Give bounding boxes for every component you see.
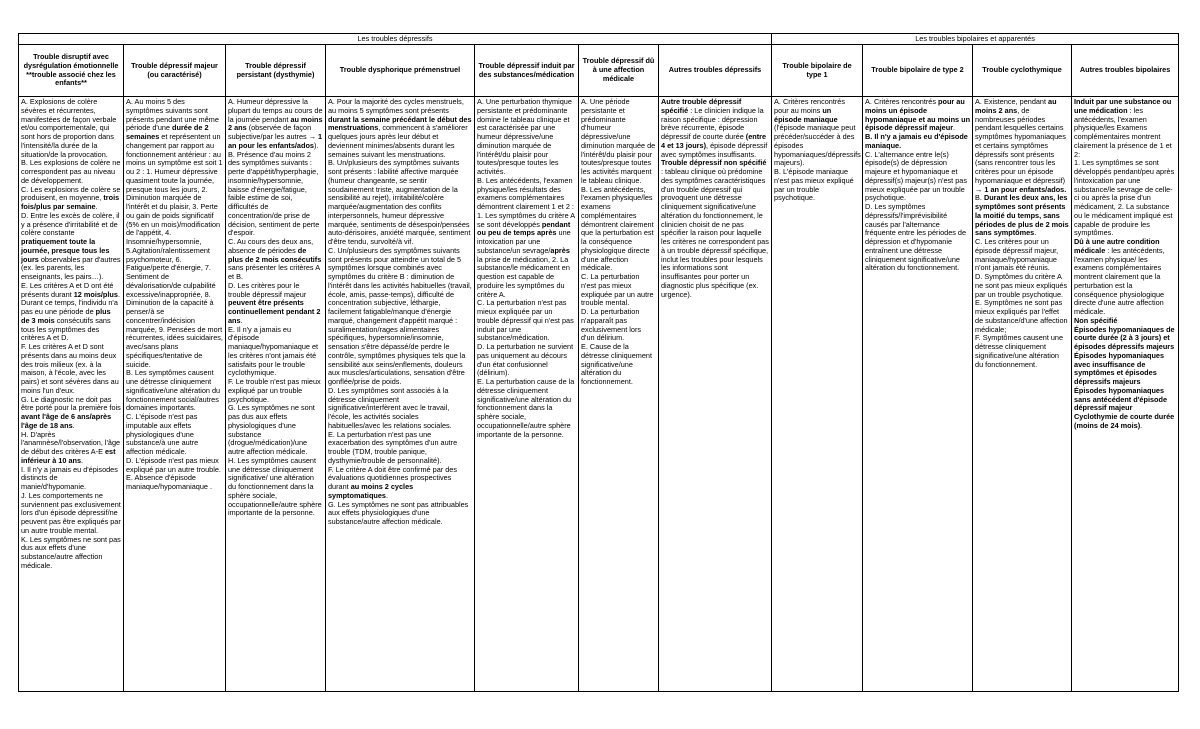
- column-header: Trouble dépressif dû à une affection médicale: [579, 45, 659, 97]
- emphasis-text: plus de 3 mois: [21, 307, 111, 325]
- emphasis-text: → 1 an pour les enfants/ados: [228, 132, 323, 150]
- emphasis-text: Épisodes hypomaniaques de courte durée (2 à 3 jours) et épisodes dépressifs majeurs: [1074, 324, 1175, 351]
- criterion: [975, 334, 1069, 369]
- criterion: [328, 431, 472, 466]
- criterion: [975, 238, 1069, 273]
- text-run: B. Les symptômes causent une détresse cliniquement significative/une altération du fonctionnement social/autres domaines importants.: [126, 368, 221, 413]
- text-run: .: [72, 420, 75, 430]
- criterion: [21, 536, 121, 571]
- criterion: [581, 308, 656, 343]
- criteria-cell: [326, 97, 475, 692]
- text-run: A. Humeur dépressive la plupart du temps au cours de la journée pendant: [228, 97, 323, 124]
- text-run: .: [81, 455, 84, 465]
- criterion: [21, 492, 121, 536]
- criterion: [228, 404, 323, 457]
- text-run: H. Les symptômes causent une détresse cliniquement significative/ une altération du fonctionnement dans la sphère sociale, occupationnelle/autre sphère importante de la personne.: [228, 455, 322, 518]
- column-header: Trouble cyclothymique: [973, 45, 1072, 97]
- column-header: Trouble dépressif majeur (ou caractérisé): [124, 45, 226, 97]
- criteria-cell: [863, 97, 973, 692]
- text-run: C. Les critères pour un épisode dépressif majeur, maniaque/hypomaniaque n'ont jamais été réunis.: [975, 237, 1059, 273]
- criterion: [228, 378, 323, 404]
- text-run: une intoxication par une substance/un sevrage/: [477, 228, 571, 255]
- criterion: [661, 159, 769, 299]
- text-run: C. Un/plusieurs des symptômes suivants sont présents pour atteindre un total de 5 symptômes lorsque combinés avec symptômes du critère B : diminution de l'intérêt dans les activités habituelles (travail, école, amis, passe-temps), difficulté de concentration subjective, léthargie, facilement fatigable/manque d'énergie marqué, changement d'appétit marqué : suralimentation/rages alimentaires spécifiques, hypersomnie/insomnie, sensation s'être dépassé/de perdre le contrôle, symptômes physiques tels que la sensibilité aux seins/enflements, douleurs aux muscles/articulations, sensation d'être gonflée/prise de poids.: [328, 245, 472, 386]
- emphasis-text: Épisodes hypomaniaques sans antécédent d'épisode dépressif majeur: [1074, 385, 1168, 413]
- text-run: .: [95, 202, 98, 211]
- criteria-cell: [124, 97, 226, 692]
- criterion: [1074, 352, 1176, 387]
- group-depressive: Les troubles dépressifs: [19, 34, 772, 45]
- emphasis-text: pour au moins un épisode hypomaniaque et au moins un épisode dépressif majeur: [865, 97, 971, 133]
- disorders-table: [18, 33, 1179, 692]
- text-run: F. Le trouble n'est pas mieux expliqué par un trouble psychotique.: [228, 377, 321, 404]
- criterion: [865, 133, 970, 151]
- criterion: [228, 151, 323, 239]
- text-run: G. Le diagnostic ne doit pas être porté pour la première fois: [21, 394, 121, 413]
- text-run: G. Les symptômes ne sont pas dus aux effets physiologiques d'une substance (drogue/médication)/une autre affection médicale.: [228, 403, 315, 456]
- criterion: [126, 457, 223, 475]
- emphasis-text: au moins 2 ans: [975, 97, 1057, 115]
- emphasis-text: après: [550, 245, 570, 255]
- criterion: [865, 98, 970, 133]
- column-header: Trouble dépressif persistant (dysthymie): [226, 45, 326, 97]
- criterion: [477, 98, 576, 177]
- emphasis-text: Trouble dépressif non spécifié: [661, 158, 767, 168]
- text-run: C. Au cours des deux ans, absence de périodes: [228, 237, 314, 255]
- column-header: Trouble bipolaire de type 1: [772, 45, 863, 97]
- criteria-cell: [475, 97, 579, 692]
- criteria-cell: [1072, 97, 1179, 692]
- emphasis-text: sans périodes de plus de 2 mois sans symptômes: [975, 210, 1069, 238]
- text-run: D. Symptômes du critère A ne sont pas mieux expliqués par un trouble psychotique.: [975, 272, 1068, 299]
- criterion: [328, 159, 472, 247]
- emphasis-text: pendant ou peu de temps après: [477, 219, 571, 238]
- text-run: . Durant ce temps, l'individu n'a pas eu une période de: [21, 289, 120, 316]
- text-run: D. La perturbation ne survient pas uniquement au décours d'un état confusionnel (délirium).: [477, 342, 574, 378]
- emphasis-text: → 1 an pour enfants/ados.: [975, 184, 1067, 194]
- criterion: [21, 212, 121, 282]
- criterion: [865, 203, 970, 273]
- criterion: [126, 369, 223, 413]
- criterion: [581, 98, 656, 186]
- criterion: [865, 151, 970, 204]
- emphasis-text: au moins 2 cycles symptomatiques: [328, 482, 414, 500]
- criteria-cell: [226, 97, 326, 692]
- criterion: [21, 431, 121, 466]
- criterion: [21, 159, 121, 185]
- text-run: D. L'épisode n'est pas mieux expliqué par un autre trouble.: [126, 455, 221, 474]
- criterion: [126, 474, 223, 492]
- criterion: [228, 326, 323, 379]
- text-run: la prise de médication, 2. La substance/le médicament en question est capable de produire les symptômes du critère A.: [477, 254, 570, 299]
- text-run: (l'épisode maniaque peut précéder/succéder à des épisodes hypomaniaques/dépressifs majeurs).: [774, 123, 861, 168]
- emphasis-text: Induit par une substance ou une médication: [1074, 97, 1172, 115]
- text-run: .: [1034, 228, 1037, 238]
- emphasis-text: peuvent être présents continuellement pendant 2 ans: [228, 298, 321, 325]
- text-run: D. Les symptômes sont associés à la détresse cliniquement significative/interfèrent avec le travail, l'école, les activités sociales habituelles/avec les relations sociales.: [328, 385, 452, 430]
- emphasis-text: Non spécifié: [1074, 315, 1118, 325]
- text-run: : les antécédents, l'examen physique/les Examens complémentaires montrent clairement la présence de 1 et 2:: [1074, 105, 1172, 159]
- emphasis-text: Durant les deux ans, les symptômes sont présents la moitié du temps,: [975, 193, 1068, 220]
- criterion: [126, 413, 223, 457]
- text-run: A. Critères rencontrés pour au moins: [774, 97, 845, 115]
- text-run: (observée de façon subjective/par les autres: [228, 123, 312, 141]
- criterion: [975, 98, 1069, 194]
- column-header: Autres troubles dépressifs: [659, 45, 772, 97]
- text-run: A. Existence, pendant: [975, 97, 1049, 106]
- text-run: K. Les symptômes ne sont pas dus aux effets d'une substance/autre affection médicale.: [21, 534, 121, 570]
- text-run: C. La perturbation n'est pas mieux expliquée par un autre trouble mental.: [581, 272, 654, 308]
- text-run: E. Cause de la détresse cliniquement significative/une altération du fonctionnement.: [581, 342, 652, 386]
- text-run: E. Il n'y a jamais eu d'épisode maniaque/hypomaniaque et les critères n'ont jamais été satisfaits pour le trouble cyclothymique.: [228, 324, 319, 378]
- text-run: H. D'après l'anamnèse/l'observation, l'âge de début des critères A-E: [21, 429, 121, 456]
- criteria-cell: [19, 97, 124, 692]
- emphasis-text: trois fois/plus par semaine: [21, 193, 120, 211]
- criterion: [1074, 238, 1176, 317]
- text-run: I. Il n'y a jamais eu d'épisodes distincts de manie/d'hypomanie.: [21, 464, 118, 491]
- emphasis-text: est inférieur à 10 ans: [21, 447, 116, 465]
- text-run: A. Une perturbation thymique persistante et prédominante domine le tableau clinique et est caractérisée par une humeur dépressive/une diminution marquée de l'intérêt/du plaisir pour toutes/presque toutes les activités.: [477, 97, 572, 176]
- text-run: A. Une période persistante et prédominante d'humeur dépressive/une diminution marquée de l'intérêt/du plaisir pour toutes/presque toutes les activités marquent le tableau clinique.: [581, 97, 656, 185]
- criterion: [477, 299, 576, 343]
- text-run: E. Absence d'épisode maniaque/hypomaniaque .: [126, 473, 213, 491]
- emphasis-text: B. Il n'y a jamais eu d'épisode maniaque.: [865, 132, 968, 150]
- criterion: [21, 396, 121, 431]
- text-run: D. La perturbation n'apparaît pas exclusivement lors d'un délirium.: [581, 307, 642, 343]
- criterion: [774, 168, 860, 203]
- criterion: [228, 238, 323, 282]
- emphasis-text: Cyclothymie de courte durée (moins de 24 mois): [1074, 412, 1175, 430]
- text-run: G. Les symptômes ne sont pas attribuables aux effets physiologiques d'une substance/autre affection médicale.: [328, 499, 469, 526]
- criterion: [975, 273, 1069, 299]
- criterion: [228, 282, 323, 326]
- criterion: [21, 466, 121, 492]
- text-run: : tableau clinique où prédomine des symptômes caractéristiques d'un trouble dépressif qui provoquent une détresse cliniquement significative/une altération du fonctionnement, le clinicien choisit de ne pas spécifier la raison pour laquelle les critères ne correspondent pas à un trouble dépressif spécifique, inclut les troubles pour lesquels les informations sont insuffisantes pour porter un diagnostic plus spécifique (ex. urgence).: [661, 167, 769, 299]
- text-run: , commencent à s'améliorer quelques jours après leur début et deviennent minimes/absents durant les semaines suivant les menstruations.: [328, 123, 468, 159]
- text-run: F. Symptômes causent une détresse cliniquement significative/une altération du fonctionnement.: [975, 333, 1064, 369]
- column-header: Autres troubles bipolaires: [1072, 45, 1179, 97]
- criterion: [126, 98, 223, 369]
- text-run: 1. Les symptômes se sont développés pendant/peu après l'intoxication par une substance/le sevrage de celle-ci ou après la prise d'un médicament, 2. La substance ou le médicament impliqué est capable de produire les symptômes.: [1074, 158, 1175, 238]
- criterion: [477, 378, 576, 439]
- criterion: [1074, 387, 1176, 413]
- criterion: [328, 501, 472, 527]
- text-run: E. Les critères A et D ont été présents durant: [21, 280, 114, 299]
- criterion: [1074, 326, 1176, 352]
- criterion: [581, 343, 656, 387]
- text-run: , épisode dépressif avec symptômes insuffisants.: [661, 140, 768, 159]
- criterion: [975, 194, 1069, 238]
- text-run: B. Un/plusieurs des symptômes suivants sont présents : labilité affective marquée (humeur changeante, se sentir soudainement triste, augmentation de la sensibilité au rejet), irritabilité/colère marquée/augmentation des conflits interpersonnels, humeur dépressive marquée, sentiments de désespoir/pensées auto-dérisoires, anxiété marquée, sentiment d'être tendu, survolté/à vif.: [328, 158, 471, 246]
- criterion: [975, 299, 1069, 334]
- column-header: Trouble dysphorique prémenstruel: [326, 45, 475, 97]
- criterion: [328, 247, 472, 387]
- criterion: [328, 387, 472, 431]
- criterion: [477, 343, 576, 378]
- text-run: A. Pour la majorité des cycles menstruels, au moins 5 symptômes sont présents: [328, 97, 464, 115]
- text-run: B.: [975, 193, 984, 203]
- text-run: C. L'alternance entre le(s) épisode(s) de dépression majeure et hypomaniaque et dépressif(s) majeur(s) n'est pas mieux expliquée par un trouble psychotique.: [865, 149, 967, 203]
- text-run: et représentent un changement par rapport au fonctionnement antérieur : au moins un symptôme est soit 1 ou 2 : 1. Humeur dépressive quasiment toute la journée, presque tous les jours, 2. Diminution marquée de l'intérêt et du plaisir, 3. Perte ou gain de poids significatif (5% en un mois)/modification de l'appétit, 4. Insomnie/hypersomnie, 5.Agitation/ralentissement psychomoteur, 6. Fatigue/perte d'énergie, 7. Sentiment de dévalorisation/de culpabilité excessive/inappropriée, 8. Diminution de la capacité à penser/à se concentrer/indécision marquée, 9. Pensées de mort récurrentes, idées suicidaires, avec/sans plans spécifiques/tentative de suicide.: [126, 132, 223, 369]
- text-run: E. La perturbation n'est pas une exacerbation des symptômes d'un autre trouble (TDM, trouble panique, dysthymie/trouble de personnalité).: [328, 429, 458, 465]
- text-run: observables par d'autres (ex. les parents, les enseignants, les pairs…).: [21, 254, 121, 281]
- text-run: .: [953, 123, 956, 133]
- column-header: Trouble dépressif induit par des substances/médication: [475, 45, 579, 97]
- column-header: Trouble disruptif avec dysrégulation émotionnelle **trouble associé chez les enfants**: [19, 45, 124, 97]
- criteria-cell: [659, 97, 772, 692]
- text-run: D. Les symptômes dépressifs/l'imprévisibilité causés par l'alternance fréquente entre les périodes de dépression et d'hypomanie entraînent une détresse cliniquement significative/une altération du fonctionnement.: [865, 202, 967, 273]
- column-header: Trouble bipolaire de type 2: [863, 45, 973, 97]
- emphasis-text: de plus de 2 mois consécutifs: [228, 245, 322, 264]
- emphasis-text: (entre 4 et 13 jours): [661, 132, 767, 150]
- text-run: .: [240, 315, 243, 325]
- criterion: [228, 98, 323, 151]
- criterion: [661, 98, 769, 159]
- text-run: A. Critères rencontrés: [865, 97, 939, 106]
- emphasis-text: Autre trouble dépressif spécifié: [661, 97, 742, 115]
- text-run: : Le clinicien indique la raison spécifique : dépression brève récurrente, épisode dépressif de courte durée: [661, 105, 764, 141]
- text-run: , de nombreuses périodes pendant lesquelles certains symptômes hypomaniaques et certains symptômes dépressifs sont présents (sans rencontrer tous les critères pour un épisode hypomaniaque et dépressif): [975, 105, 1066, 185]
- emphasis-text: Épisodes hypomaniaques avec insuffisance de symptômes et épisodes dépressifs majeurs: [1074, 350, 1165, 386]
- emphasis-text: durée de 2 semaines: [126, 123, 209, 141]
- text-run: B. Présence d'au moins 2 des symptômes suivants : perte d'appétit/hyperphagie, insomnie/hypersomnie, baisse d'énergie/fatigue, faible estime de soi, difficultés de concentration/de prise de décision, sentiment de perte d'espoir.: [228, 149, 320, 238]
- criterion: [1074, 159, 1176, 238]
- text-run: B. Les explosions de colère ne correspondent pas au niveau de développement.: [21, 158, 121, 185]
- text-run: B. L'épisode maniaque n'est pas mieux expliqué par un trouble psychotique.: [774, 167, 854, 203]
- text-run: consécutifs sans tous les symptômes des critères A et D.: [21, 315, 111, 343]
- text-run: E. Symptômes ne sont pas mieux expliqués par l'effet de substance/d'une affection médicale;: [975, 298, 1068, 334]
- criterion: [328, 466, 472, 501]
- text-run: C. La perturbation n'est pas mieux expliquée par un trouble dépressif qui n'est pas induit par une substance/médication.: [477, 298, 574, 343]
- text-run: sans présenter les critères A et B.: [228, 263, 320, 281]
- text-run: E. La perturbation cause de la détresse cliniquement significative/une altération du fonctionnement dans la sphère sociale, occupationnelle/autre sphère importante de la personne.: [477, 377, 575, 439]
- emphasis-text: un épisode maniaque: [774, 105, 838, 124]
- criterion: [21, 282, 121, 343]
- text-run: C. Les explosions de colère se produisent, en moyenne,: [21, 184, 121, 203]
- criterion: [21, 343, 121, 396]
- text-run: ).: [313, 140, 319, 150]
- text-run: D. Entre les excès de colère, il y a présence d'irritabilité et de colère constante: [21, 210, 120, 238]
- text-run: .: [1140, 420, 1143, 430]
- text-run: : les antécédents, l'examen physique/ les examens complémentaires montrent clairement que la perturbation est la conséquence physiologique directe d'une autre affection médicale.: [1074, 245, 1165, 316]
- text-run: B. Les antécédents, l'examen physique/les examens complémentaires démontrent clairement que la perturbation est la conséquence physiologique directe d'une affection médicale.: [581, 184, 654, 273]
- emphasis-text: pratiquement toute la journée, presque tous les jours: [21, 237, 110, 264]
- text-run: C. L'épisode n'est pas imputable aux effets physiologiques d'une substance/à une autre affection médicale.: [126, 412, 199, 456]
- emphasis-text: durant la semaine précédant le début des menstruations: [328, 114, 472, 133]
- criteria-cell: [579, 97, 659, 692]
- emphasis-text: Dû à une autre condition médicale: [1074, 237, 1160, 255]
- text-run: F. Les critères A et D sont présents dans au moins deux des trois milieux (ex. à la maison, à l'école, avec les pairs) et sont sévères dans au moins l'un d'eux.: [21, 342, 119, 395]
- criterion: [228, 457, 323, 518]
- criterion: [1074, 413, 1176, 431]
- criteria-cell: [772, 97, 863, 692]
- text-run: A. Au moins 5 des symptômes suivants sont présents pendant une même période d'une: [126, 97, 219, 133]
- group-bipolar: Les troubles bipolaires et apparentés: [772, 34, 1179, 45]
- criterion: [774, 98, 860, 168]
- text-run: A. Explosions de colère sévères et récurrentes, manifestées de façon verbale et/ou comportementale, qui sont hors de proportion dans l'intensité/la durée de la situation/de la provocation.: [21, 97, 117, 159]
- emphasis-text: 12 mois/plus: [73, 289, 118, 299]
- criterion: [581, 186, 656, 274]
- text-run: J. Les comportements ne surviennent pas exclusivement lors d'un épisode dépressif/ne peuvent pas être expliqués par un autre trouble mental.: [21, 490, 121, 535]
- criteria-cell: [973, 97, 1072, 692]
- emphasis-text: avant l'âge de 6 ans/après l'âge de 18 ans: [21, 412, 112, 430]
- criterion: [21, 186, 121, 212]
- text-run: F. Le critère A doit être confirmé par des évaluations quotidiennes prospectives durant: [328, 464, 457, 491]
- criterion: [477, 177, 576, 300]
- criterion: [328, 98, 472, 159]
- criterion: [581, 273, 656, 308]
- criterion: [21, 98, 121, 159]
- criterion: [1074, 98, 1176, 159]
- emphasis-text: au moins 2 ans: [228, 114, 323, 133]
- text-run: D. Les critères pour le trouble dépressif majeur: [228, 280, 307, 299]
- text-run: B. Les antécédents, l'examen physique/les résultats des examens complémentaires démontrent clairement 1 et 2 : 1. Les symptômes du critère A se sont développés: [477, 175, 575, 229]
- text-run: .: [385, 490, 389, 500]
